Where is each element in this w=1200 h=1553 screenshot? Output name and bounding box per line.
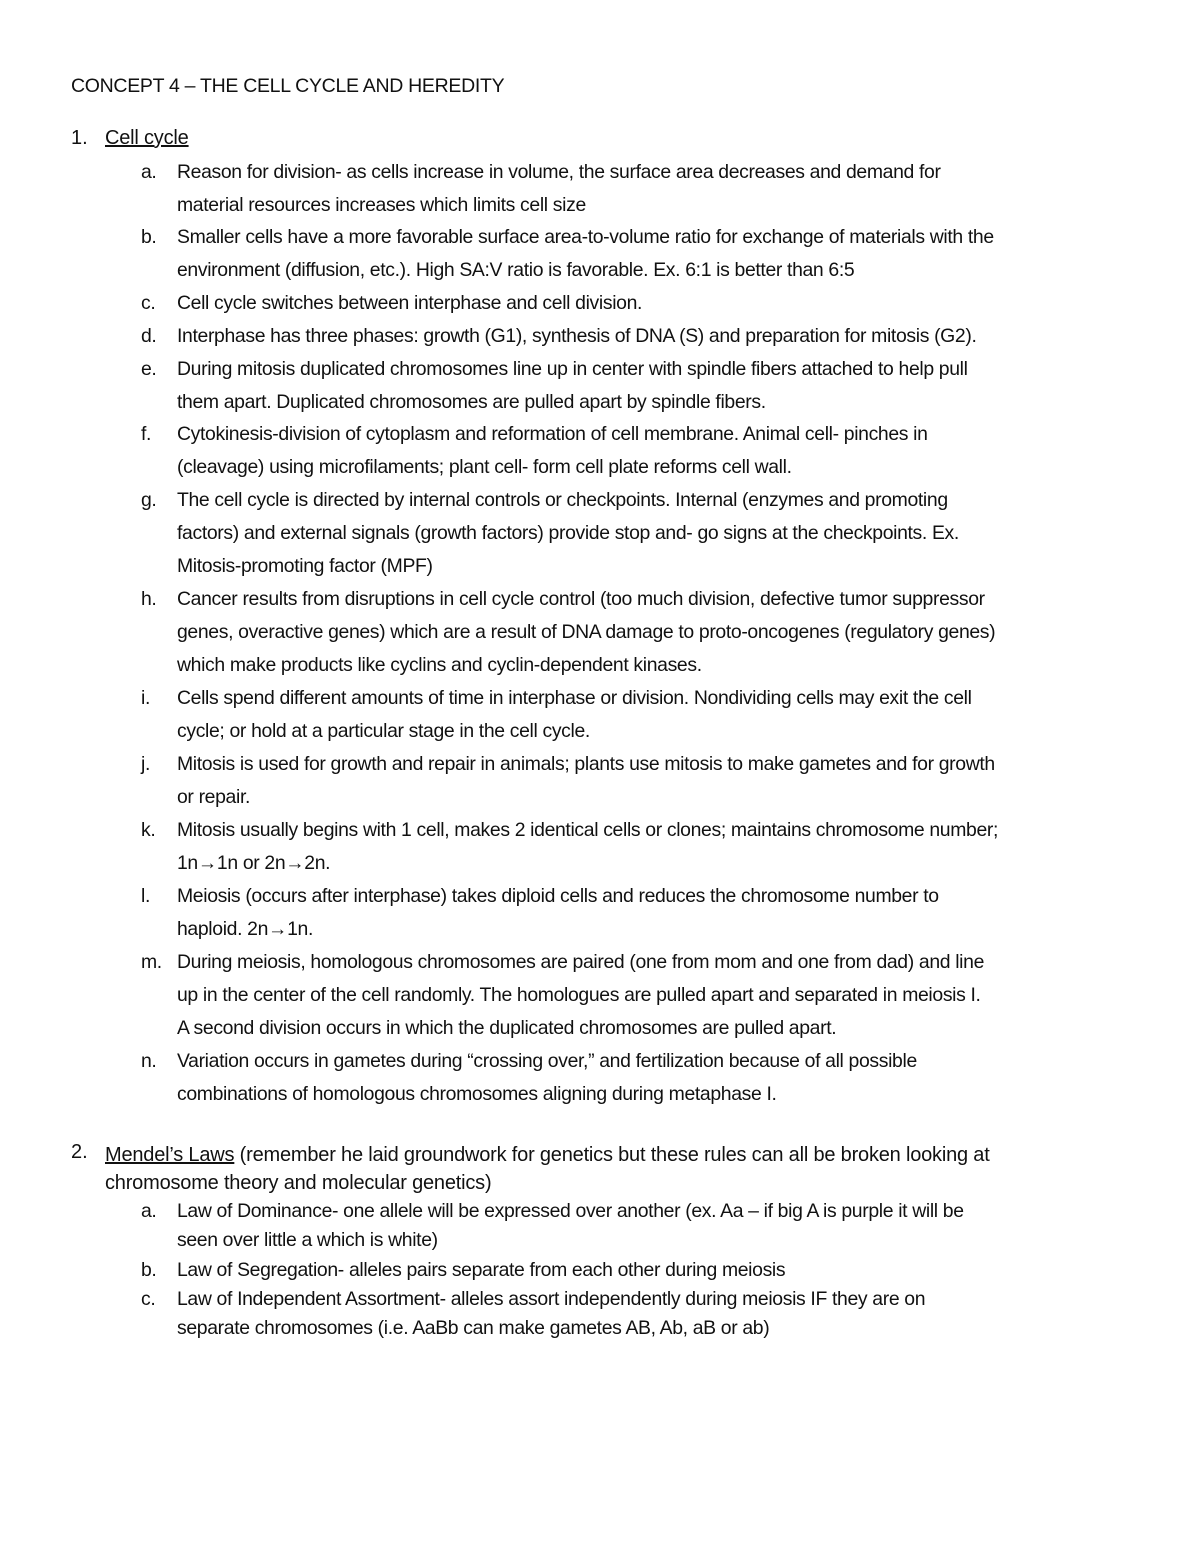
item-letter: l. <box>141 885 150 907</box>
list-item <box>141 221 1141 287</box>
list-item <box>141 1045 1141 1111</box>
section-number: 1. <box>71 127 88 149</box>
item-line: Meiosis (occurs after interphase) takes diploid cells and reduces the chromosome number to <box>177 885 939 907</box>
list-item <box>141 814 1141 880</box>
item-line: factors) and external signals (growth factors) provide stop and- go signs at the checkpoints. Ex. <box>177 522 959 544</box>
item-line: Law of Dominance- one allele will be expressed over another (ex. Aa – if big A is purple it will be <box>177 1200 964 1222</box>
item-line: Interphase has three phases: growth (G1), synthesis of DNA (S) and preparation for mitosis (G2). <box>177 325 977 347</box>
list-item <box>141 1256 1141 1285</box>
item-line: A second division occurs in which the duplicated chromosomes are pulled apart. <box>177 1017 837 1039</box>
list-item <box>141 287 1141 320</box>
item-letter: j. <box>141 753 150 775</box>
item-line: separate chromosomes (i.e. AaBb can make gametes AB, Ab, aB or ab) <box>177 1317 770 1339</box>
item-line: material resources increases which limits cell size <box>177 194 586 216</box>
item-line: Smaller cells have a more favorable surface area-to-volume ratio for exchange of materials with the <box>177 226 994 248</box>
item-letter: c. <box>141 1288 156 1310</box>
item-line: combinations of homologous chromosomes aligning during metaphase I. <box>177 1083 777 1105</box>
item-letter: c. <box>141 292 156 314</box>
item-letter: n. <box>141 1050 157 1072</box>
item-line: The cell cycle is directed by internal controls or checkpoints. Internal (enzymes and promoting <box>177 489 948 511</box>
page-title: CONCEPT 4 – THE CELL CYCLE AND HEREDITY <box>71 75 505 97</box>
item-line: up in the center of the cell randomly. The homologues are pulled apart and separated in meiosis I. <box>177 984 981 1006</box>
item-letter: g. <box>141 489 157 511</box>
section-heading-continuation: chromosome theory and molecular genetics) <box>105 1172 492 1194</box>
list-item <box>141 156 1141 222</box>
item-letter: d. <box>141 325 157 347</box>
list-item <box>141 484 1141 583</box>
list-item <box>141 1197 1141 1255</box>
item-line: cycle; or hold at a particular stage in the cell cycle. <box>177 720 590 742</box>
list-item <box>141 418 1141 484</box>
list-item <box>141 583 1141 682</box>
item-letter: a. <box>141 1200 157 1222</box>
item-line: them apart. Duplicated chromosomes are pulled apart by spindle fibers. <box>177 391 766 413</box>
section-number: 2. <box>71 1141 88 1163</box>
item-line: During mitosis duplicated chromosomes line up in center with spindle fibers attached to help pull <box>177 358 968 380</box>
item-line: Cells spend different amounts of time in interphase or division. Nondividing cells may exit the cell <box>177 687 972 709</box>
item-line: Mitosis is used for growth and repair in animals; plants use mitosis to make gametes and for growth <box>177 753 995 775</box>
item-line: haploid. 2n→1n. <box>177 918 313 940</box>
item-line: Law of Independent Assortment- alleles assort independently during meiosis IF they are on <box>177 1288 926 1310</box>
item-letter: a. <box>141 161 157 183</box>
item-line: Mitosis-promoting factor (MPF) <box>177 555 433 577</box>
item-line: or repair. <box>177 786 251 808</box>
item-line: Cytokinesis-division of cytoplasm and reformation of cell membrane. Animal cell- pinches in <box>177 423 928 445</box>
list-item <box>141 946 1141 1045</box>
item-line: Variation occurs in gametes during “crossing over,” and fertilization because of all possible <box>177 1050 917 1072</box>
item-line: Cancer results from disruptions in cell cycle control (too much division, defective tumor suppressor <box>177 588 985 610</box>
list-item <box>141 748 1141 814</box>
item-line: genes, overactive genes) which are a result of DNA damage to proto-oncogenes (regulatory genes) <box>177 621 996 643</box>
item-line: seen over little a which is white) <box>177 1229 438 1251</box>
item-line: Law of Segregation- alleles pairs separate from each other during meiosis <box>177 1259 786 1281</box>
list-item <box>141 880 1141 946</box>
item-letter: f. <box>141 423 152 445</box>
section-heading: Mendel’s Laws <box>105 1144 235 1166</box>
item-letter: b. <box>141 1259 157 1281</box>
item-line: Reason for division- as cells increase in volume, the surface area decreases and demand for <box>177 161 941 183</box>
list-item <box>141 682 1141 748</box>
section-heading-block <box>105 1141 1105 1197</box>
item-letter: m. <box>141 951 162 973</box>
item-letter: h. <box>141 588 157 610</box>
item-line: environment (diffusion, etc.). High SA:V ratio is favorable. Ex. 6:1 is better than 6:5 <box>177 259 855 281</box>
item-letter: e. <box>141 358 157 380</box>
item-line: Mitosis usually begins with 1 cell, makes 2 identical cells or clones; maintains chromosome number; <box>177 819 999 841</box>
item-letter: i. <box>141 687 150 709</box>
list-item <box>141 1285 1141 1343</box>
list-item <box>141 353 1141 419</box>
item-line: Cell cycle switches between interphase and cell division. <box>177 292 643 314</box>
list-item <box>141 320 1141 353</box>
item-letter: b. <box>141 226 157 248</box>
section-heading-continuation: (remember he laid groundwork for genetics but these rules can all be broken looking at <box>234 1144 990 1166</box>
item-line: (cleavage) using microfilaments; plant cell- form cell plate reforms cell wall. <box>177 456 792 478</box>
item-line: which make products like cyclins and cyclin-dependent kinases. <box>177 654 702 676</box>
section-heading: Cell cycle <box>105 127 189 149</box>
item-letter: k. <box>141 819 156 841</box>
item-line: 1n→1n or 2n→2n. <box>177 852 331 874</box>
item-line: During meiosis, homologous chromosomes are paired (one from mom and one from dad) and line <box>177 951 985 973</box>
